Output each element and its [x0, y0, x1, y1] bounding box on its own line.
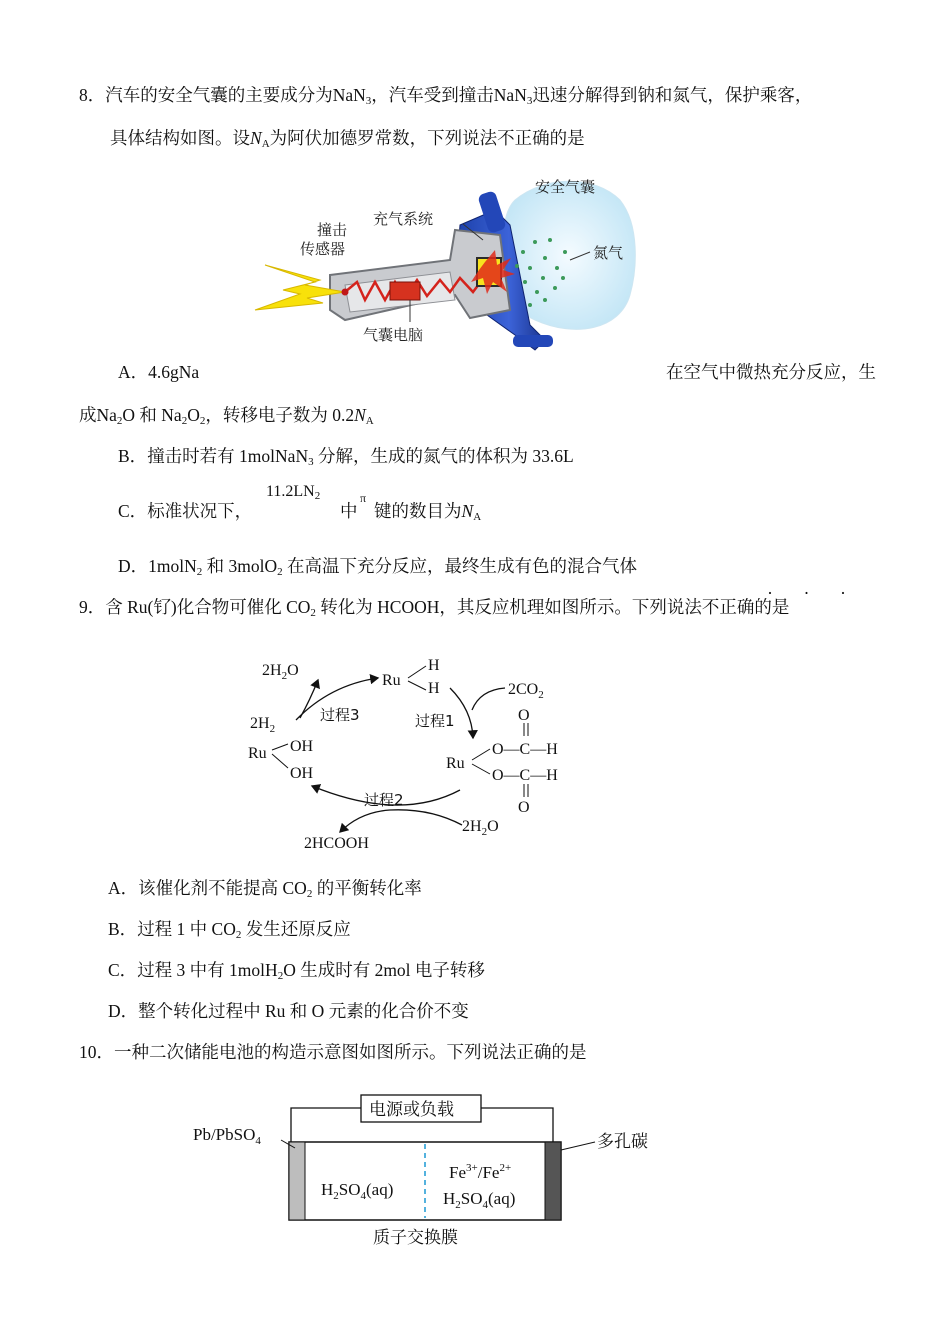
label-h-bottom: H	[428, 680, 440, 697]
label-proton-membrane: 质子交换膜	[373, 1228, 458, 1248]
label-airbag: 安全气囊	[535, 178, 596, 196]
label-ru-formate: Ru	[446, 755, 465, 772]
q9-number: 9．	[79, 597, 106, 617]
q10-number: 10．	[79, 1042, 114, 1062]
label-power-or-load: 电源或负载	[369, 1100, 454, 1120]
label-carbonyl-o-top: O	[518, 707, 530, 724]
q8-option-c-formula: $11.2LN_2$	[266, 483, 321, 502]
label-process1: 过程1	[415, 712, 455, 730]
q8-option-b: B．撞击时若有 1molNaN$_3$ 分解，生成的氮气的体积为 33.6L	[118, 446, 574, 468]
label-airbag-computer: 气囊电脑	[363, 326, 424, 344]
arrow-hcooh-out	[340, 810, 462, 832]
label-2h2o-top: $2H_2O$	[262, 662, 299, 682]
label-fe-ions: $Fe^{3+}/Fe^{2+}$	[449, 1162, 512, 1182]
q8-option-c-tail: 中	[340, 501, 358, 521]
q8-stem-line2: 具体结构如图。设$N_A$为阿伏加德罗常数，下列说法不正确的是	[110, 128, 585, 150]
q8-option-a: A．4.6gNa	[118, 362, 200, 382]
label-oh-top: OH	[290, 738, 314, 755]
label-left-solution: $H_2SO_4(aq)$	[321, 1180, 394, 1202]
label-inflate-system: 充气系统	[373, 210, 434, 228]
label-oh-bottom: OH	[290, 765, 314, 782]
q8-stem-line1: 8．汽车的安全气囊的主要成分为NaN$_3$，汽车受到撞击NaN$_3$迅速分解得到钠和氮气，保护乘客，	[79, 85, 813, 107]
label-ru-hydride: Ru	[382, 672, 401, 689]
q9-option-c: C．过程 3 中有 1molH$_2$O 生成时有 2mol 电子转移	[108, 960, 485, 982]
label-2h2o-right: $2H_2O$	[462, 818, 499, 838]
label-2h2: $2H_2$	[250, 715, 276, 735]
label-process2: 过程2	[364, 791, 404, 809]
label-pb-pbso4: Pb/PbSO$_4$	[193, 1125, 261, 1147]
label-nitrogen: 氮气	[593, 244, 624, 262]
label-2hcooh: 2HCOOH	[304, 835, 369, 852]
label-carbonyl-o-bottom: O	[518, 799, 530, 816]
q8-option-a-line2: 成$Na_2O$ 和 $Na_2O_2$，转移电子数为 $0.2N_A$	[79, 405, 374, 427]
electrode-porous-carbon	[545, 1142, 561, 1220]
q9-option-b: B．过程 1 中 $CO_2$ 发生还原反应	[108, 919, 351, 941]
label-formate-top: O—C—H	[492, 741, 558, 758]
q9-option-d: D．整个转化过程中 Ru 和 O 元素的化合价不变	[108, 1001, 469, 1021]
q9-option-a: A．该催化剂不能提高 $CO_2$ 的平衡转化率	[108, 878, 422, 900]
label-sensor-2: 传感器	[300, 240, 346, 258]
q8-option-a-right: 在空气中微热充分反应，生	[666, 362, 876, 382]
arrow-co2-in	[472, 688, 505, 710]
airbag-computer-shape	[390, 282, 420, 300]
label-h-top: H	[428, 657, 440, 674]
label-porous-carbon: 多孔碳	[597, 1132, 648, 1152]
q8-number: 8．	[79, 85, 106, 105]
ru-cycle-diagram	[240, 650, 580, 855]
q8-option-c: C．标准状况下，	[118, 501, 253, 521]
q10-stem: 10．一种二次储能电池的构造示意图如图所示。下列说法正确的是	[79, 1042, 587, 1062]
label-ru-hydroxide: Ru	[248, 745, 267, 762]
q8-option-c-tail2: 键的数目为$N_A$	[374, 501, 482, 523]
label-2co2: $2CO_2$	[508, 681, 544, 701]
electrode-pb	[289, 1142, 305, 1220]
label-process3: 过程3	[320, 706, 360, 724]
airbag-diagram	[245, 170, 645, 360]
q9-emphasis-dots: · · ·	[767, 583, 859, 603]
label-sensor-1: 撞击	[317, 221, 348, 239]
battery-diagram	[185, 1090, 675, 1255]
q8-option-d: D．1molN$_2$ 和 3molO$_2$ 在高温下充分反应，最终生成有色的混合气体	[118, 556, 638, 578]
label-formate-bottom: O—C—H	[492, 767, 558, 784]
q9-stem: 9．含 Ru(钌)化合物可催化 $CO_2$ 转化为 HCOOH，其反应机理如图所示。下列说法不正确的是	[79, 597, 790, 619]
arrow-h2-to-h2o	[300, 680, 318, 718]
q8-option-c-pi: π	[360, 491, 367, 505]
label-right-solution: $H_2SO_4(aq)$	[443, 1189, 516, 1211]
